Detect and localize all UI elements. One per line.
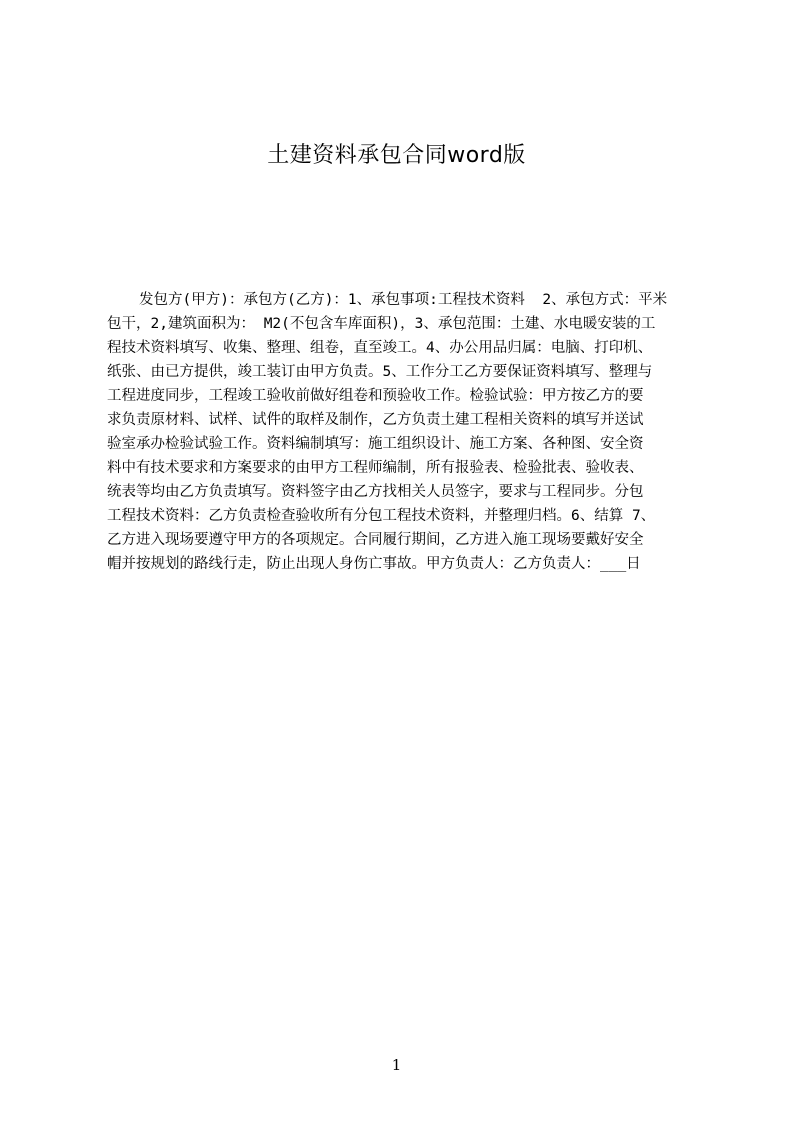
body-line: 验室承办检验试验工作。资料编制填写：施工组织设计、施工方案、各种图、安全资 [107, 436, 644, 452]
body-line: 工程进度同步，工程竣工验收前做好组卷和预验收工作。检验试验：甲方按乙方的要 [107, 388, 644, 404]
page-number: 1 [391, 1056, 402, 1074]
body-line: 程技术资料填写、收集、整理、组卷，直至竣工。4、办公用品归属：电脑、打印机、 [107, 340, 653, 356]
body-line: 求负责原材料、试样、试件的取样及制作，乙方负责土建工程相关资料的填写并送试 [107, 412, 644, 428]
body-line: 工程技术资料：乙方负责检查验收所有分包工程技术资料，并整理归档。6、结算 7、 [107, 508, 656, 524]
body-line: 发包方(甲方)：承包方(乙方)：1、承包事项:工程技术资料 2、承包方式：平米 [139, 292, 668, 308]
body-line: 纸张、由已方提供，竣工装订由甲方负责。5、工作分工乙方要保证资料填写、整理与 [107, 364, 653, 380]
body-line: 帽并按规划的路线行走，防止出现人身伤亡事故。甲方负责人：乙方负责人：___日 [107, 556, 641, 572]
body-line: 料中有技术要求和方案要求的由甲方工程师编制，所有报验表、检验批表、验收表、 [107, 460, 644, 476]
body-line: 乙方进入现场要遵守甲方的各项规定。合同履行期间，乙方进入施工现场要戴好安全 [107, 532, 644, 548]
body-line: 包干，2,建筑面积为： M2(不包含车库面积)，3、承包范围：土建、水电暖安装的工 [107, 316, 656, 332]
body-line: 统表等均由乙方负责填写。资料签字由乙方找相关人员签字，要求与工程同步。分包 [107, 484, 644, 500]
document-title: 土建资料承包合同word版 [267, 143, 526, 168]
